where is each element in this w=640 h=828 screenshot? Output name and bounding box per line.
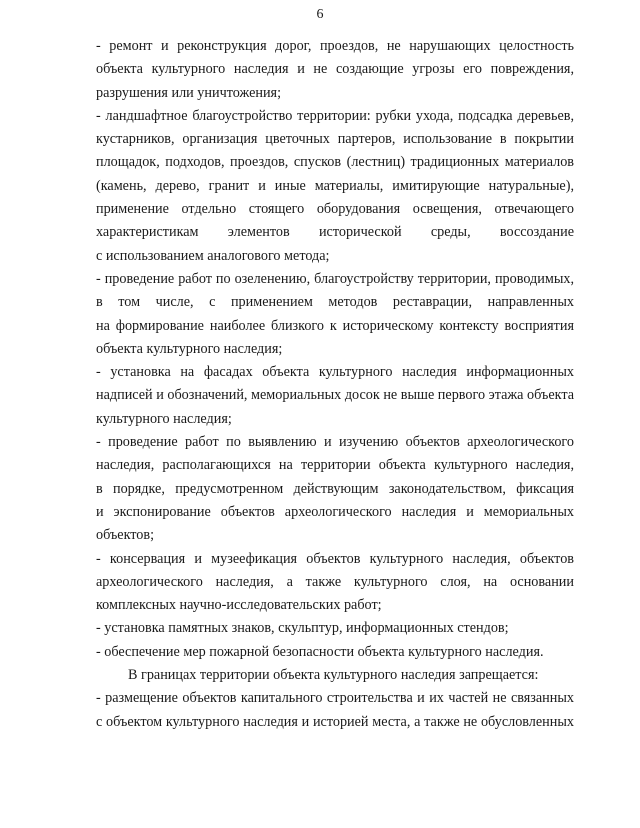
paragraph: [96, 617, 574, 640]
text-line: - обеспечение мер пожарной безопасности объекта культурного наследия.: [96, 643, 544, 660]
text-line: на формирование наиболее близкого к историческому контексту восприятия: [96, 317, 574, 334]
text-line: и экспонирование объектов археологического наследия и мемориальных: [96, 503, 574, 520]
text-line: - размещение объектов капитального строительства и их частей не связанных: [96, 690, 574, 707]
paragraph: [96, 548, 574, 618]
text-line: характеристикам элементов исторической среды, воссоздание: [96, 224, 574, 241]
text-line: - ремонт и реконструкция дорог, проездов, не нарушающих целостность: [96, 38, 574, 54]
text-line: - проведение работ по выявлению и изучению объектов археологического: [96, 434, 574, 451]
text-line: объекта культурного наследия и не создающие угрозы его повреждения,: [96, 61, 574, 78]
text-line: объекта культурного наследия;: [96, 340, 283, 357]
text-line: с использованием аналогового метода;: [96, 247, 330, 264]
text-line: в том числе, с применением методов реставрации, направленных: [96, 294, 574, 311]
paragraph: [96, 641, 574, 664]
paragraph: [96, 105, 574, 268]
text-line: объектов;: [96, 527, 155, 544]
text-line: применение отдельно стоящего оборудования освещения, отвечающего: [96, 201, 574, 218]
text-line: - установка памятных знаков, скульптур, информационных стендов;: [96, 620, 509, 637]
text-line: - консервация и музеефикация объектов культурного наследия, объектов: [96, 550, 574, 567]
text-line: комплексных научно-исследовательских работ;: [96, 597, 382, 614]
paragraph: [96, 268, 574, 361]
text-line: надписей и обозначений, мемориальных досок не выше первого этажа объекта: [96, 387, 574, 404]
text-line: В границах территории объекта культурного наследия запрещается:: [128, 667, 539, 684]
paragraph: [96, 687, 574, 734]
text-line: - проведение работ по озеленению, благоустройству территории, проводимых,: [96, 270, 574, 287]
text-line: (камень, дерево, гранит и иные материалы, имитирующие натуральные),: [96, 177, 574, 194]
text-line: - установка на фасадах объекта культурного наследия информационных: [96, 364, 574, 381]
page-number: 6: [316, 7, 324, 22]
paragraph: [96, 361, 574, 431]
paragraph: [96, 664, 574, 687]
text-line: археологического наследия, а также культурного слоя, на основании: [96, 573, 574, 590]
paragraph: [96, 431, 574, 547]
text-line: разрушения или уничтожения;: [96, 84, 282, 101]
paragraph: [96, 35, 574, 105]
text-line: кустарников, организация цветочных партеров, использование в покрытии: [96, 131, 574, 148]
text-line: культурного наследия;: [96, 410, 232, 427]
text-line: - ландшафтное благоустройство территории: рубки ухода, подсадка деревьев,: [96, 107, 574, 124]
text-line: в порядке, предусмотренном действующим законодательством, фиксация: [96, 480, 574, 497]
text-line: площадок, подходов, проездов, спусков (лестниц) традиционных материалов: [96, 154, 574, 171]
document-body: [96, 35, 574, 734]
text-line: наследия, располагающихся на территории объекта культурного наследия,: [96, 457, 574, 474]
text-line: с объектом культурного наследия и историей места, а также не обусловленных: [96, 713, 574, 730]
